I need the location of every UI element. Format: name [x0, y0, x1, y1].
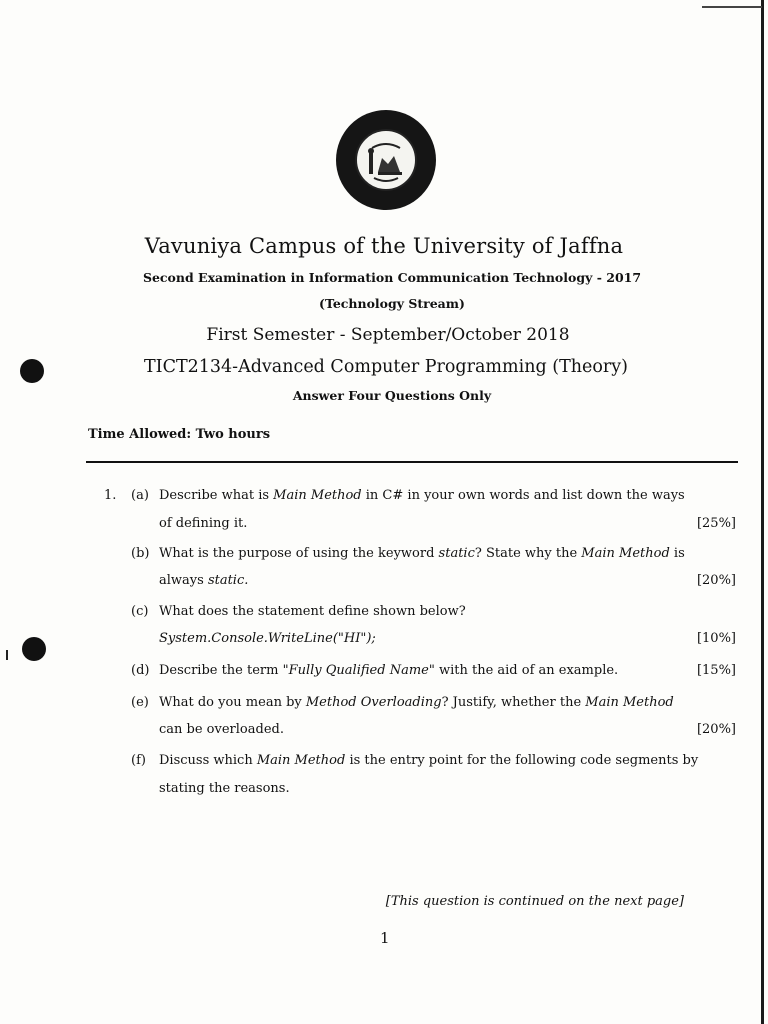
- part-f-letter: (f): [131, 753, 146, 768]
- part-a-line2: of defining it.: [159, 516, 248, 531]
- part-d-letter: (d): [131, 663, 150, 678]
- institution-title: Vavuniya Campus of the University of Jaffna: [144, 234, 624, 258]
- stream-label: (Technology Stream): [319, 296, 465, 311]
- part-e-letter: (e): [131, 695, 149, 710]
- part-d-line1: Describe the term "Fully Qualified Name" with the aid of an example.: [159, 663, 619, 678]
- time-allowed: Time Allowed: Two hours: [88, 427, 271, 442]
- part-c-letter: (c): [131, 604, 149, 619]
- part-e-line2: can be overloaded.: [159, 722, 284, 737]
- scan-edge-top: [702, 6, 762, 8]
- part-b-letter: (b): [131, 546, 150, 561]
- part-f-line2: stating the reasons.: [159, 781, 290, 796]
- part-c-code: System.Console.WriteLine("HI");: [159, 631, 376, 646]
- answer-instruction: Answer Four Questions Only: [292, 388, 492, 403]
- examination-title: Second Examination in Information Communication Technology - 2017: [142, 270, 642, 285]
- university-seal-icon: [336, 110, 436, 210]
- part-b-line2: always static.: [159, 573, 249, 588]
- part-c-line1: What does the statement define shown below?: [159, 604, 466, 619]
- continued-note: [This question is continued on the next page]: [385, 894, 684, 909]
- part-a-line1: Describe what is Main Method in C# in your own words and list down the ways: [159, 488, 685, 503]
- part-a-mark: [25%]: [696, 516, 736, 531]
- scan-edge-left: [6, 650, 8, 660]
- part-f-line1: Discuss which Main Method is the entry point for the following code segments by: [159, 753, 699, 768]
- part-a-letter: (a): [131, 488, 149, 503]
- part-e-line1: What do you mean by Method Overloading? Justify, whether the Main Method: [159, 695, 674, 710]
- part-e-mark: [20%]: [696, 722, 736, 737]
- punch-hole-bottom: [22, 637, 46, 661]
- scan-edge-right: [761, 0, 764, 1024]
- part-b-line1: What is the purpose of using the keyword static? State why the Main Method is: [159, 546, 685, 561]
- part-b-mark: [20%]: [696, 573, 736, 588]
- page-number: 1: [380, 929, 390, 947]
- header-divider: [86, 461, 738, 463]
- part-c-mark: [10%]: [696, 631, 736, 646]
- part-d-mark: [15%]: [696, 663, 736, 678]
- semester-title: First Semester - September/October 2018: [206, 325, 570, 345]
- course-title: TICT2134-Advanced Computer Programming (Theory): [143, 357, 628, 377]
- question-number: 1.: [104, 488, 117, 503]
